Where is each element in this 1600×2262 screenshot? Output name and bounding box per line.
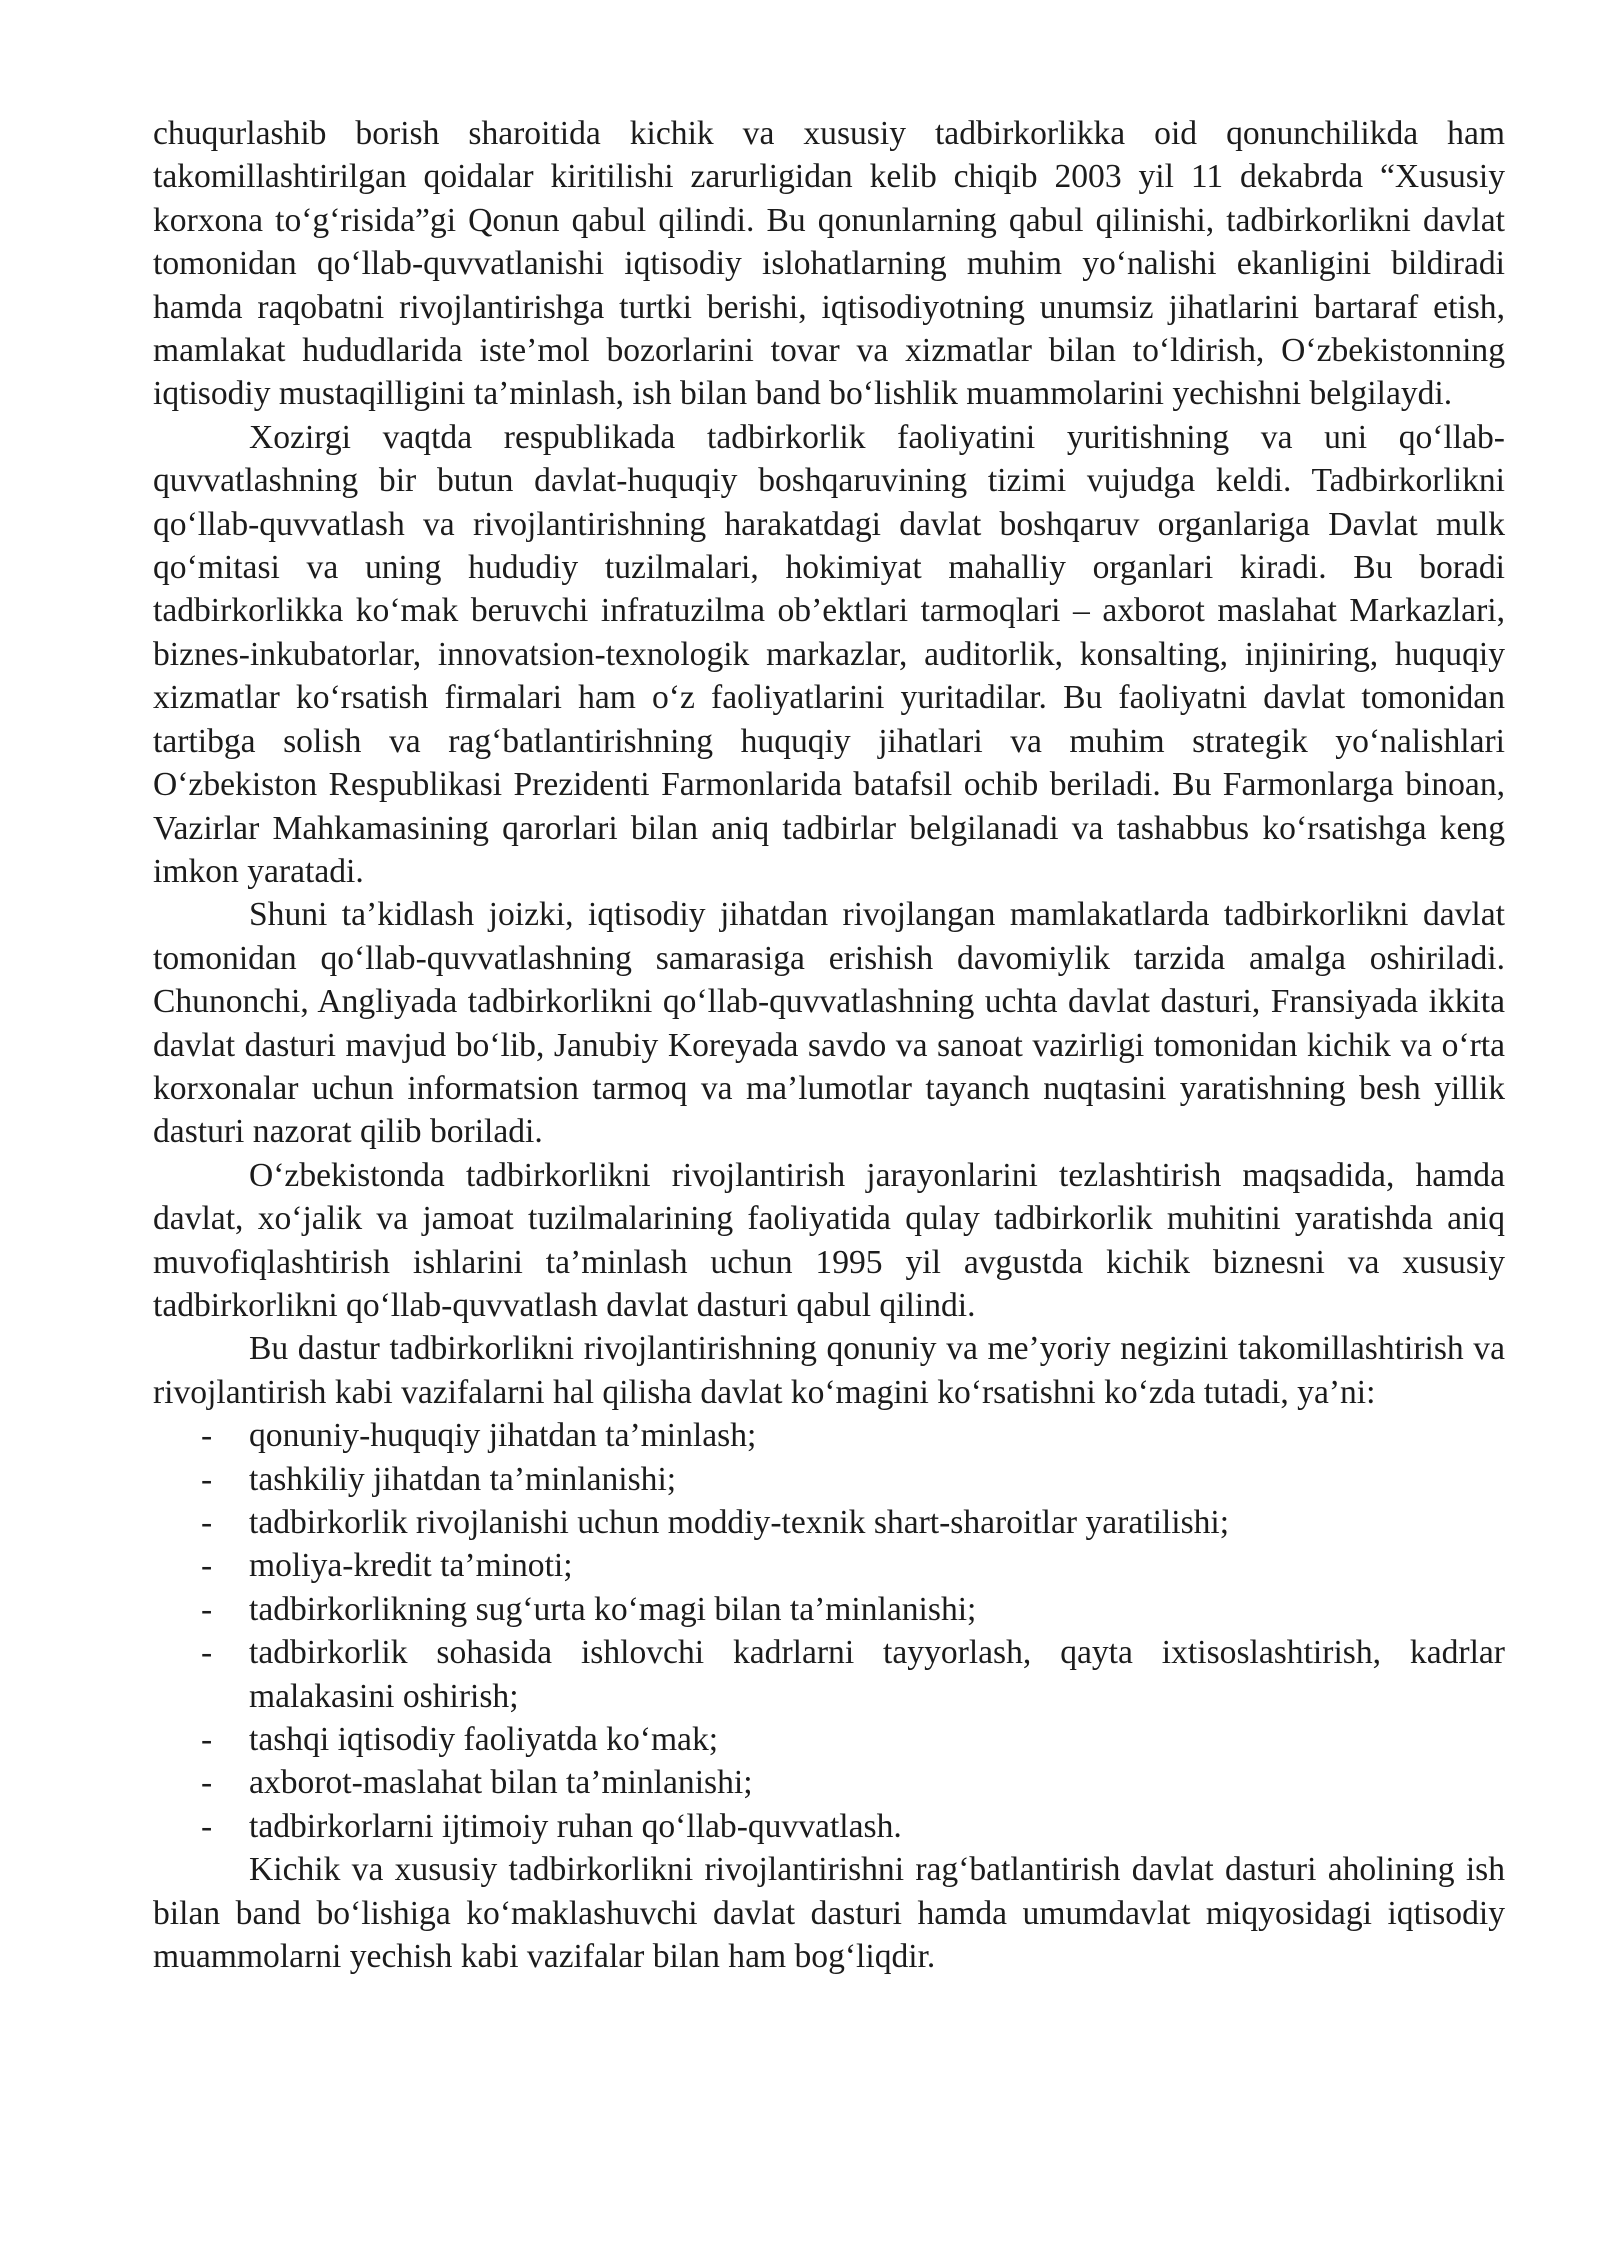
- paragraph-continuation: chuqurlashib borish sharoitida kichik va xususiy tadbirkorlikka oid qonunchilikda ham takomillashtirilgan qoidalar kiritilishi zarurligidan kelib chiqib 2003 yil 11 dekabrda “Xususiy korxona to‘g‘risida”gi Qonun qabul qilindi. Bu qonunlarning qabul qilinishi, tadbirkorlikni davlat tomonidan qo‘llab-quvvatlanishi iqtisodiy islohatlarning muhim yo‘nalishi ekanligini bildiradi hamda raqobatni rivojlantirishga turtki berishi, iqtisodiyotning unumsiz jihatlarini bartaraf etish, mamlakat hududlarida iste’mol bozorlarini tovar va xizmatlar bilan to‘ldirish, O‘zbekistonning iqtisodiy mustaqilligini ta’minlash, ish bilan band bo‘lishlik muammolarini yechishni belgilaydi.: [153, 115, 1505, 413]
- list-dash: -: [201, 1460, 213, 1498]
- list-item-text: axborot-maslahat bilan ta’minlanishi;: [249, 1764, 753, 1802]
- list-item-text: qonuniy-huquqiy jihatdan ta’minlash;: [249, 1417, 757, 1455]
- list-item: [153, 1718, 1505, 1761]
- list-item: [153, 1761, 1505, 1804]
- list-dash: -: [201, 1504, 213, 1541]
- list-dash: -: [201, 1417, 213, 1455]
- list-dash: -: [201, 1721, 213, 1759]
- support-measures-list: [153, 1414, 1505, 1848]
- list-dash: -: [201, 1634, 213, 1672]
- list-item: [153, 1805, 1505, 1848]
- list-item: [153, 1588, 1505, 1631]
- list-item: [153, 1414, 1505, 1457]
- list-item-text: tashkiliy jihatdan ta’minlanishi;: [249, 1460, 677, 1498]
- paragraph-conclusion: Kichik va xususiy tadbirkorlikni rivojlantirishni rag‘batlantirish davlat dasturi aholining ish bilan band bo‘lishiga ko‘maklashuvchi davlat dasturi hamda umumdavlat miqyosidagi iqtisodiy muammolarni yechish kabi vazifalar bilan ham bog‘liqdir.: [153, 1851, 1505, 1976]
- list-item-text: tadbirkorlik sohasida ishlovchi kadrlarni tayyorlash, qayta ixtisoslashtirish, kadrlar malakasini oshirish;: [249, 1634, 1505, 1715]
- list-dash: -: [201, 1590, 213, 1628]
- list-dash: -: [201, 1764, 213, 1802]
- list-item-text: tadbirkorlik rivojlanishi uchun moddiy-texnik shart-sharoitlar yaratilishi;: [249, 1504, 1230, 1541]
- document-page: [153, 112, 1505, 1978]
- list-item-text: tashqi iqtisodiy faoliyatda ko‘mak;: [249, 1721, 719, 1759]
- list-dash: -: [201, 1547, 213, 1585]
- list-item: [153, 1631, 1505, 1718]
- list-item: [153, 1458, 1505, 1501]
- list-item-text: tadbirkorlikning sug‘urta ko‘magi bilan ta’minlanishi;: [249, 1590, 977, 1628]
- list-item-text: tadbirkorlarni ijtimoiy ruhan qo‘llab-quvvatlash.: [249, 1807, 902, 1845]
- list-item-text: moliya-kredit ta’minoti;: [249, 1547, 573, 1585]
- list-item: [153, 1501, 1505, 1544]
- paragraph-state-program-1995: O‘zbekistonda tadbirkorlikni rivojlantirish jarayonlarini tezlashtirish maqsadida, hamda davlat, xo‘jalik va jamoat tuzilmalarining faoliyatida qulay tadbirkorlik muhitini yaratishda aniq muvofiqlashtirish ishlarini ta’minlash uchun 1995 yil avgustda kichik biznesni va xususiy tadbirkorlikni qo‘llab-quvvatlash davlat dasturi qabul qilindi.: [153, 1156, 1505, 1324]
- list-dash: -: [201, 1807, 213, 1845]
- paragraph-foreign-experience: Shuni ta’kidlash joizki, iqtisodiy jihatdan rivojlangan mamlakatlarda tadbirkorlikni davlat tomonidan qo‘llab-quvvatlashning samarasiga erishish davomiylik tarzida amalga oshiriladi. Chunonchi, Angliyada tadbirkorlikni qo‘llab-quvvatlashning uchta davlat dasturi, Fransiyada ikkita davlat dasturi mavjud bo‘lib, Janubiy Koreyada savdo va sanoat vazirligi tomonidan kichik va o‘rta korxonalar uchun informatsion tarmoq va ma’lumotlar tayanch nuqtasini yaratishning besh yillik dasturi nazorat qilib boriladi.: [153, 896, 1505, 1151]
- list-item: [153, 1544, 1505, 1587]
- paragraph-governance-system: Xozirgi vaqtda respublikada tadbirkorlik faoliyatini yuritishning va uni qo‘llab-quvvatlashning bir butun davlat-huquqiy boshqaruvining tizimi vujudga keldi. Tadbirkorlikni qo‘llab-quvvatlash va rivojlantirishning harakatdagi davlat boshqaruv organlariga Davlat mulk qo‘mitasi va uning hududiy tuzilmalari, hokimiyat mahalliy organlari kiradi. Bu boradi tadbirkorlikka ko‘mak beruvchi infratuzilma ob’ektlari tarmoqlari – axborot maslahat Markazlari, biznes-inkubatorlar, innovatsion-texnologik markazlar, auditorlik, konsalting, injiniring, huquqiy xizmatlar ko‘rsatish firmalari ham o‘z faoliyatlarini yuritadilar. Bu faoliyatni davlat tomonidan tartibga solish va rag‘batlantirishning huquqiy jihatlari va muhim strategik yo‘nalishlari O‘zbekiston Respublikasi Prezidenti Farmonlarida batafsil ochib beriladi. Bu Farmonlarga binoan, Vazirlar Mahkamasining qarorlari bilan aniq tadbirlar belgilanadi va tashabbus ko‘rsatishga keng imkon yaratadi.: [153, 418, 1505, 890]
- paragraph-program-intro: Bu dastur tadbirkorlikni rivojlantirishning qonuniy va me’yoriy negizini takomillashtirish va rivojlantirish kabi vazifalarni hal qilisha davlat ko‘magini ko‘rsatishni ko‘zda tutadi, ya’ni:: [153, 1330, 1505, 1411]
